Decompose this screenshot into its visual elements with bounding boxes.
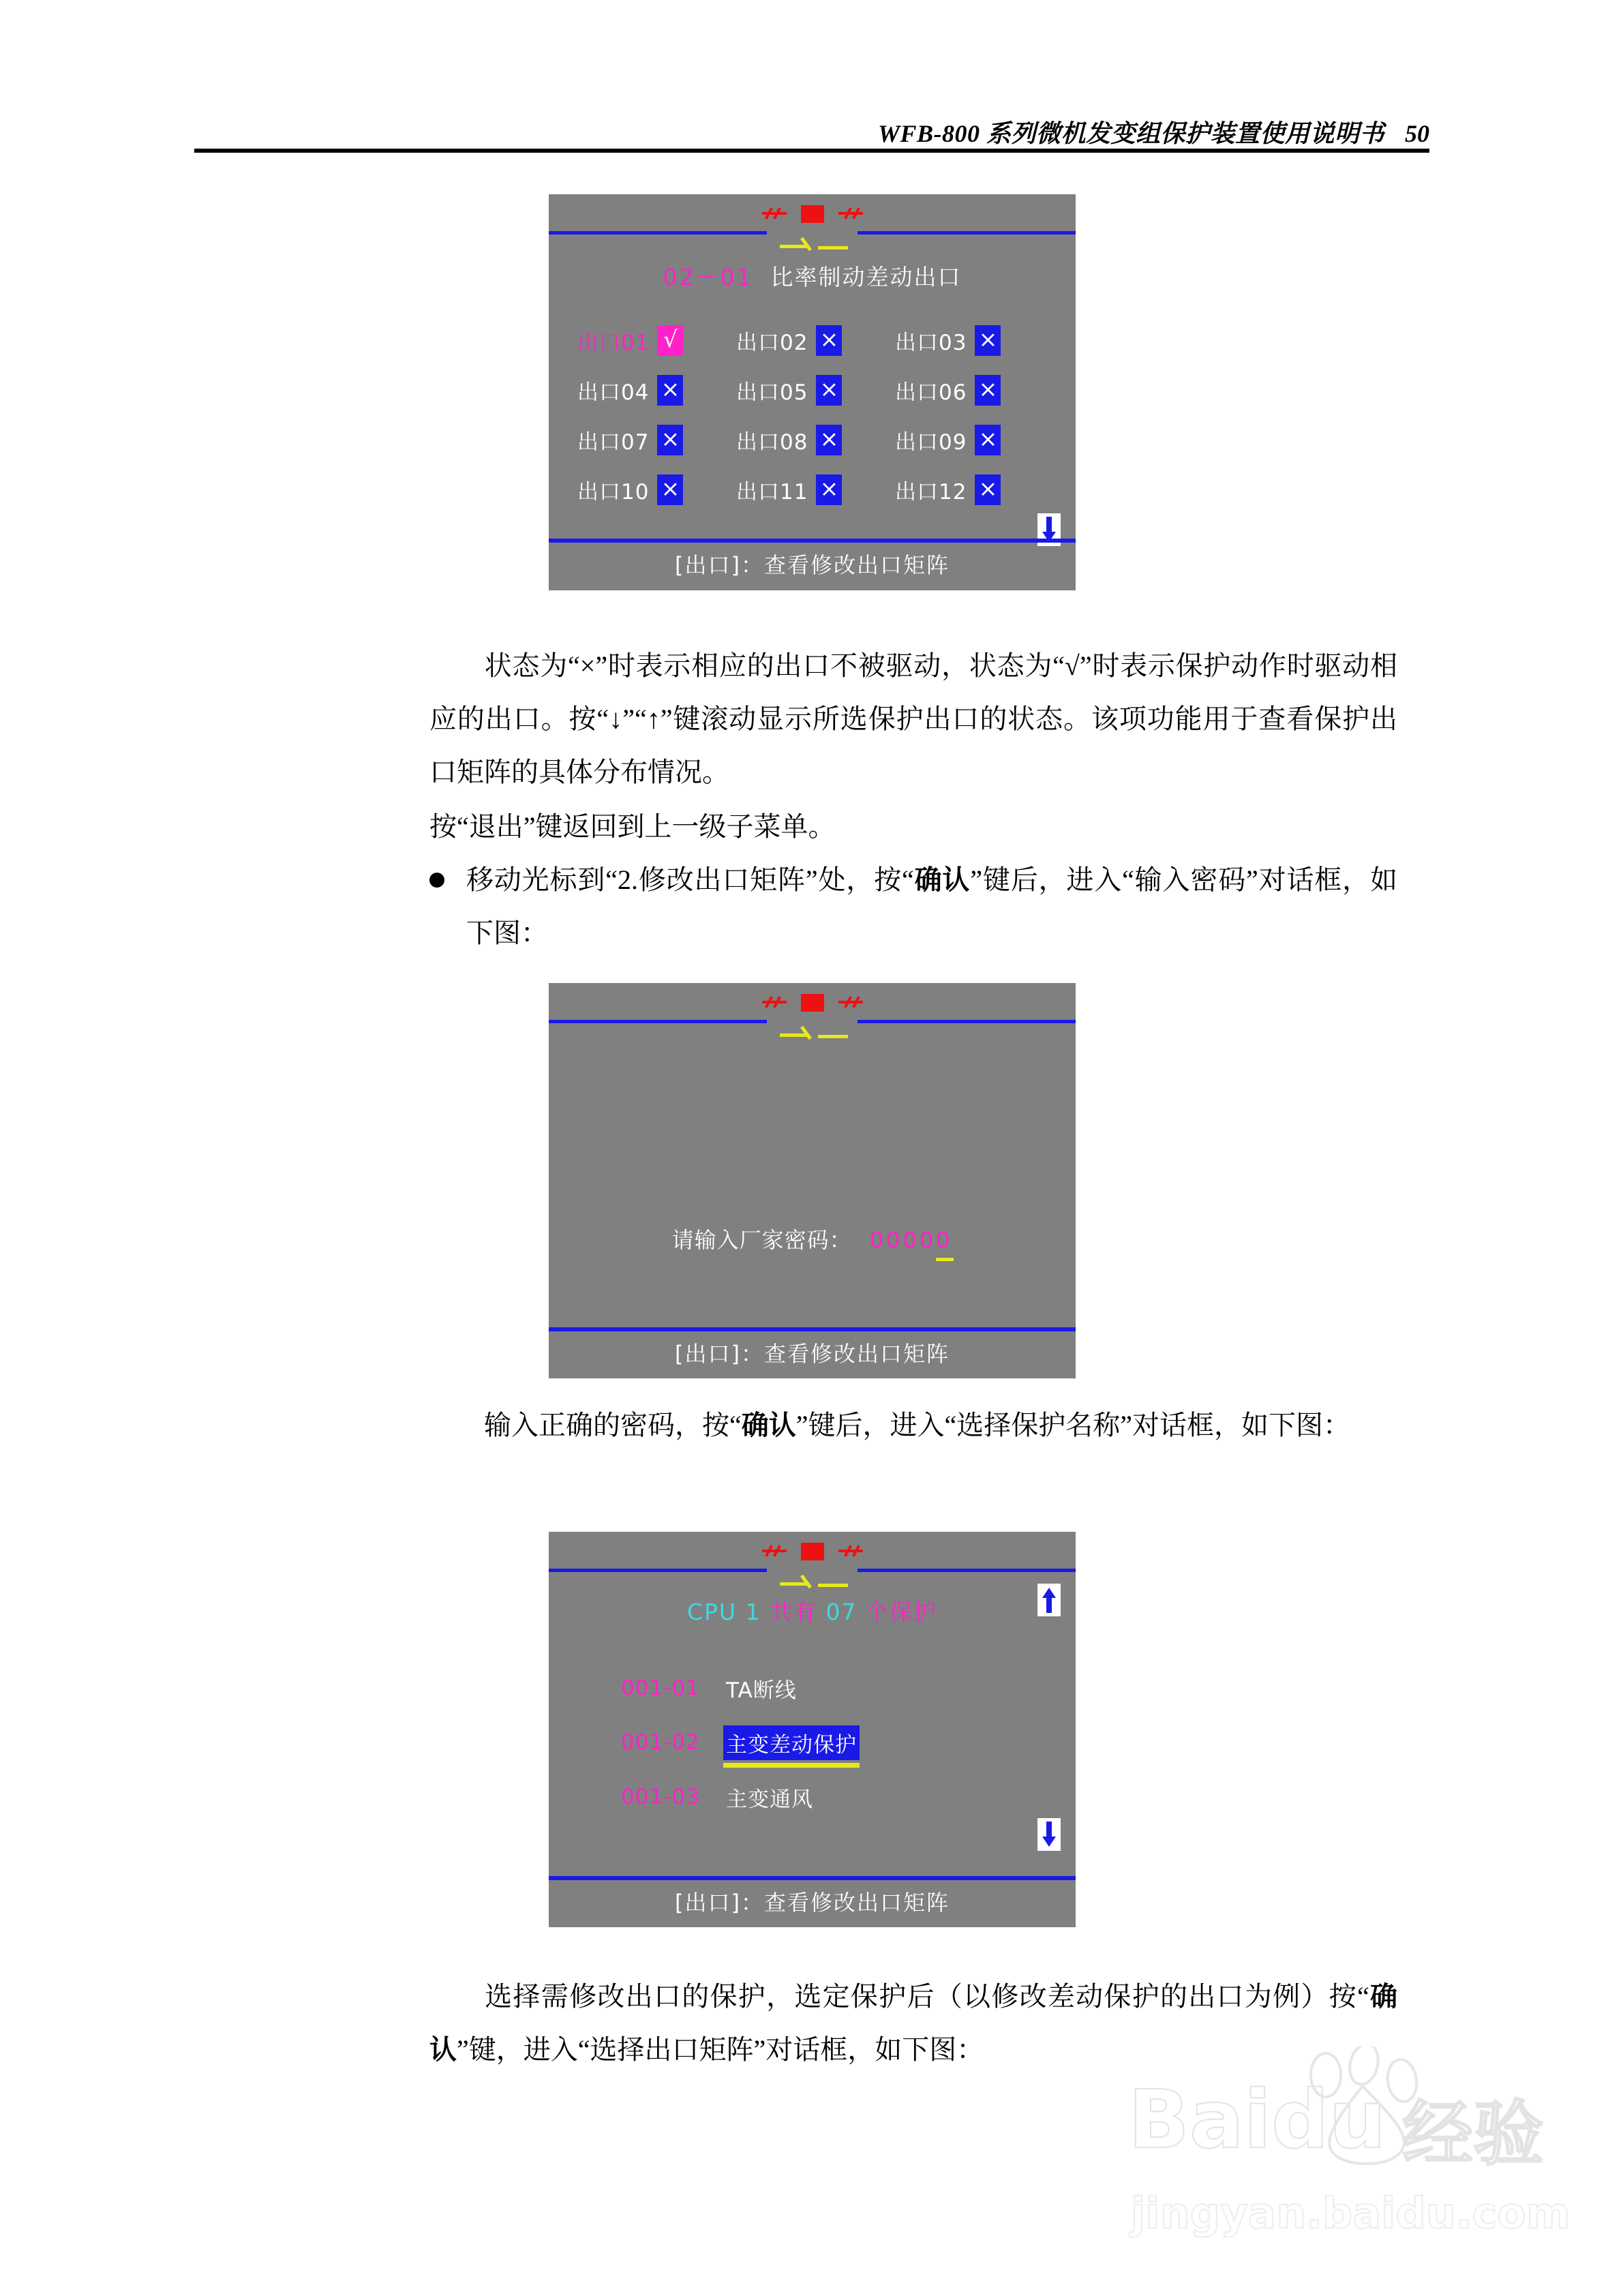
page-header [194,115,1429,149]
cross-icon: × [819,376,839,402]
busbar-right-icon [858,1569,1076,1572]
protection-code: 001-02 [621,1730,700,1755]
output-cell[interactable] [577,375,736,406]
page-number: 50 [1405,120,1429,147]
output-cell-state-box[interactable] [657,325,683,356]
paragraph-text-part-c: ”键后，进入“选择保护名称”对话框，如下图： [795,1410,1351,1440]
paragraph-text: 按“退出”键返回到上一级子菜单。 [429,811,836,842]
cross-icon: × [978,425,998,452]
lcd-status-bar: [出口]：查看修改出口矩阵 [675,552,950,578]
protection-count: 07 [825,1599,858,1625]
circuit-breaker-icon [801,994,824,1012]
lcd-screen-output-matrix [549,194,1076,590]
protection-list-item-selected[interactable] [621,1723,1003,1762]
cross-icon: × [978,326,998,352]
paragraph-exit-key [429,800,1397,854]
output-cell-state-box[interactable] [975,375,1001,406]
paragraph-text: 状态为“×”时表示相应的出口不被驱动，状态为“√”时表示保护动作时驱动相应的出口。按“↓”“↑”键滚动显示所选保护出口的状态。该项功能用于查看保护出口矩阵的具体分布情况。 [429,650,1397,787]
scroll-down-button[interactable] [1037,1818,1061,1851]
paragraph-text-part-a: 输入正确的密码，按“ [484,1410,742,1440]
output-cell-label: 出口11 [736,480,808,504]
protection-list [621,1668,1003,1832]
paragraph-select-protection [429,1970,1397,2076]
cross-icon: × [819,326,839,352]
busbar-right-icon [858,231,1076,235]
paragraph-text-part-c: ”键，进入“选择出口矩阵”对话框，如下图： [457,2034,984,2065]
paragraph-correct-password [429,1399,1397,1452]
status-bar-divider [549,539,1076,543]
matrix-row [577,316,1055,365]
disconnector-left-icon [780,1033,808,1037]
watermark-brand-cn: 经验 [1402,2092,1545,2175]
output-cell-label: 出口04 [577,380,650,405]
cross-icon: × [661,425,680,452]
status-bar-divider [549,1876,1076,1880]
watermark-url: jingyan.baidu.com [1131,2188,1571,2238]
cross-icon: × [661,475,680,502]
arrow-down-icon [1042,1822,1057,1847]
output-cell-label: 出口03 [895,331,967,355]
cross-icon: × [661,376,680,402]
output-cell-state-box[interactable] [657,474,683,505]
paragraph-text-bold: 确认 [429,1981,1397,2065]
breaker-lead-right-icon [838,1550,863,1552]
count-prefix-label: 共有 [770,1599,818,1625]
protection-name [723,1725,860,1760]
protection-list-item[interactable] [621,1777,1003,1817]
protection-count-header [549,1595,1076,1627]
protection-name: 主变通风 [726,1787,813,1812]
matrix-row [577,365,1055,415]
header-divider [194,149,1429,153]
single-line-diagram [549,1532,1076,1590]
output-cell-state-box[interactable] [816,474,842,505]
output-cell-label: 出口02 [736,331,808,355]
output-matrix-name: 比率制动差动出口 [770,264,962,290]
paragraph-text-bold: 确认 [741,1410,796,1440]
output-cell-state-box[interactable] [975,325,1001,356]
page-header-title: WFB-800 系列微机发变组保护装置使用说明书 [877,120,1384,147]
lcd-screen-password [549,983,1076,1378]
lcd-screen-protection-list [549,1532,1076,1927]
breaker-lead-right-icon [838,212,863,215]
paragraph-output-state-description [429,639,1397,799]
disconnector-blade-icon [800,237,812,252]
check-icon: √ [663,326,678,352]
paragraph-text-part-a: 移动光标到“2.修改出口矩阵”处，按“ [466,864,914,895]
disconnector-blade-icon [800,1575,812,1589]
single-line-diagram [549,194,1076,253]
output-cell[interactable] [895,474,1054,505]
output-cell-label: 出口12 [895,480,967,504]
cross-icon: × [819,425,839,452]
output-cell-state-box[interactable] [816,425,842,455]
output-cell-label: 出口10 [577,480,650,504]
paragraph-modify-matrix-bullet [429,854,1397,960]
output-cell-label: 出口06 [895,380,967,405]
cpu-number: 1 [745,1599,761,1625]
output-cell[interactable] [895,425,1054,455]
lcd-status-bar: [出口]：查看修改出口矩阵 [675,1341,950,1367]
busbar-left-icon [549,1569,767,1572]
password-value: 00000 [869,1227,953,1253]
watermark-brand: Baidu [1128,2072,1386,2166]
lcd-status-bar: [出口]：查看修改出口矩阵 [675,1890,950,1916]
disconnector-blade-icon [800,1026,812,1040]
disconnector-right-icon [818,1584,848,1587]
output-cell[interactable] [736,375,895,406]
cross-icon: × [978,376,998,402]
disconnector-left-icon [780,1582,808,1586]
output-cell[interactable] [577,425,736,455]
matrix-row [577,465,1055,515]
protection-code: 001-03 [621,1785,700,1809]
output-cell-label: 出口05 [736,380,808,405]
paragraph-text-part-c: ”键后，进入“输入密码”对话框，如下图： [466,864,1397,948]
disconnector-left-icon [780,245,808,248]
paragraph-text-bold: 确认 [913,864,971,895]
busbar-left-icon [549,1020,767,1023]
cross-icon: × [978,475,998,502]
output-cell-label: 出口01 [577,331,650,355]
protection-code: 001-01 [621,1676,700,1700]
output-matrix-grid [577,316,1055,515]
selection-underline [723,1763,860,1768]
disconnector-right-icon [818,1035,848,1038]
output-cell[interactable] [736,425,895,455]
output-cell[interactable] [577,325,736,356]
busbar-right-icon [858,1020,1076,1023]
output-cell[interactable] [577,474,736,505]
password-prompt-row [549,1223,1076,1254]
output-cell[interactable] [736,474,895,505]
paragraph-text-part-a: 选择需修改出口的保护，选定保护后（以修改差动保护的出口为例）按“ [484,1981,1369,2012]
output-cell-state-box[interactable] [816,325,842,356]
output-cell-state-box[interactable] [816,375,842,406]
output-cell-state-box[interactable] [657,375,683,406]
output-cell-label: 出口08 [736,430,808,455]
circuit-breaker-icon [801,205,824,223]
breaker-lead-right-icon [838,1001,863,1003]
protection-name-text: 主变差动保护 [726,1732,857,1757]
single-line-diagram [549,983,1076,1042]
disconnector-right-icon [818,246,848,250]
busbar-left-icon [549,231,767,235]
circuit-breaker-icon [801,1543,824,1560]
output-cell[interactable] [736,325,895,356]
cpu-label: CPU [686,1599,738,1625]
status-bar-divider [549,1327,1076,1331]
password-prompt-label: 请输入厂家密码： [671,1227,852,1253]
output-cell-label: 出口09 [895,430,967,455]
cross-icon: × [819,475,839,502]
paragraph-text [466,854,1397,960]
password-input[interactable] [870,1227,953,1253]
output-cell-label: 出口07 [577,430,650,455]
protection-name: TA断线 [726,1678,797,1703]
output-cell-state-box[interactable] [975,425,1001,455]
count-suffix-label: 个保护 [866,1599,938,1625]
watermark [1128,2072,1605,2270]
output-cell[interactable] [895,375,1054,406]
output-cell-state-box[interactable] [975,474,1001,505]
scroll-up-button[interactable] [1037,1584,1061,1616]
text-cursor-icon [936,1258,954,1261]
output-cell[interactable] [895,325,1054,356]
output-matrix-code: 02－01 [663,264,753,290]
protection-list-item[interactable] [621,1668,1003,1708]
arrow-up-icon [1042,1587,1057,1613]
matrix-row [577,415,1055,465]
bullet-icon [429,873,444,888]
output-matrix-title [549,260,1076,292]
output-cell-state-box[interactable] [657,425,683,455]
